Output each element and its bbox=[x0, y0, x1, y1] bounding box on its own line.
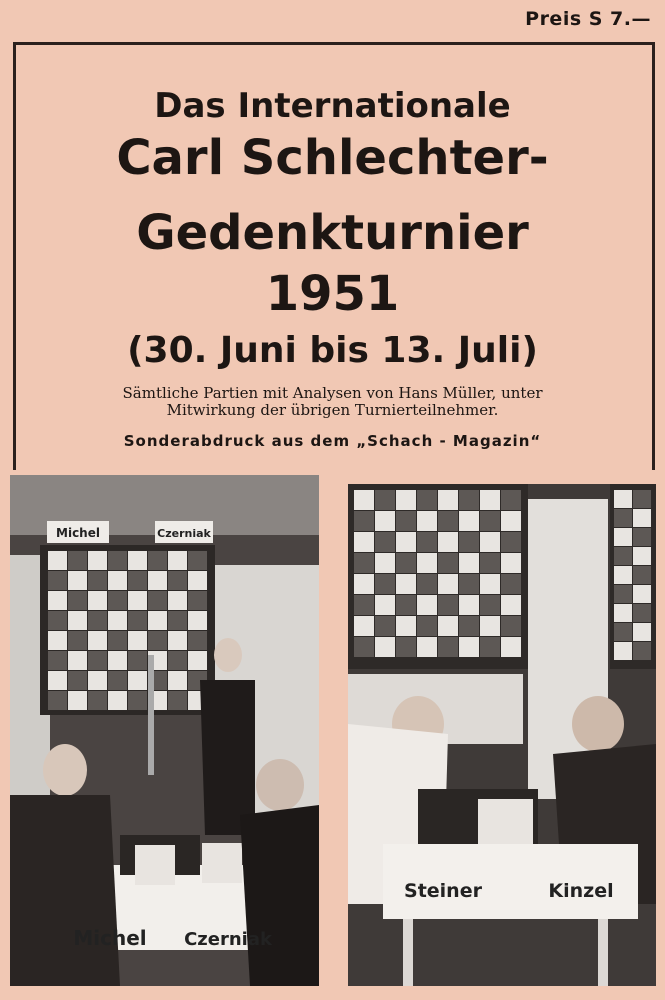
board-square bbox=[354, 490, 374, 510]
board-square bbox=[633, 585, 651, 603]
board-square bbox=[633, 623, 651, 641]
board-square bbox=[438, 616, 458, 636]
board-square bbox=[48, 551, 67, 570]
board-square bbox=[108, 551, 127, 570]
board-square bbox=[168, 611, 187, 630]
board-square bbox=[88, 551, 107, 570]
board-square bbox=[396, 595, 416, 615]
board-square bbox=[168, 591, 187, 610]
board-square bbox=[68, 591, 87, 610]
subtitle-line-1: Sämtliche Partien mit Analysen von Hans Müller, unter bbox=[122, 384, 543, 402]
board-square bbox=[188, 631, 207, 650]
board-square bbox=[48, 671, 67, 690]
board-square bbox=[68, 551, 87, 570]
board-square bbox=[128, 611, 147, 630]
board-square bbox=[68, 571, 87, 590]
board-square bbox=[88, 671, 107, 690]
board-square bbox=[354, 637, 374, 657]
board-square bbox=[614, 585, 632, 603]
board-square bbox=[375, 574, 395, 594]
board-square bbox=[396, 574, 416, 594]
table-label-steiner: Steiner bbox=[404, 880, 482, 902]
board-square bbox=[354, 574, 374, 594]
title-line-3: Gedenkturnier bbox=[136, 205, 529, 261]
board-square bbox=[438, 511, 458, 531]
title-line-1: Das Internationale bbox=[154, 86, 511, 126]
board-square bbox=[188, 571, 207, 590]
board-square bbox=[417, 616, 437, 636]
board-square bbox=[633, 566, 651, 584]
board-square bbox=[88, 591, 107, 610]
board-square bbox=[614, 547, 632, 565]
title-dates: (30. Juni bis 13. Juli) bbox=[127, 330, 538, 371]
board-square bbox=[108, 591, 127, 610]
board-square bbox=[68, 671, 87, 690]
photo-michel-czerniak bbox=[10, 475, 319, 986]
board-square bbox=[128, 671, 147, 690]
board-square bbox=[108, 631, 127, 650]
board-square bbox=[48, 691, 67, 710]
board-square bbox=[148, 551, 167, 570]
board-square bbox=[168, 551, 187, 570]
board-square bbox=[354, 595, 374, 615]
board-square bbox=[148, 631, 167, 650]
board-square bbox=[459, 595, 479, 615]
board-square bbox=[188, 591, 207, 610]
board-square bbox=[68, 631, 87, 650]
board-square bbox=[614, 604, 632, 622]
board-square bbox=[480, 511, 500, 531]
board-square bbox=[480, 490, 500, 510]
board-square bbox=[614, 490, 632, 508]
board-square bbox=[128, 551, 147, 570]
board-square bbox=[108, 611, 127, 630]
board-square bbox=[480, 574, 500, 594]
board-square bbox=[438, 490, 458, 510]
board-square bbox=[88, 691, 107, 710]
board-square bbox=[501, 637, 521, 657]
board-square bbox=[375, 490, 395, 510]
board-square bbox=[417, 511, 437, 531]
board-square bbox=[396, 553, 416, 573]
table-label-czerniak: Czerniak bbox=[184, 929, 272, 950]
board-square bbox=[417, 532, 437, 552]
board-square bbox=[396, 490, 416, 510]
board-square bbox=[438, 553, 458, 573]
board-square bbox=[633, 528, 651, 546]
special-print-note: Sonderabdruck aus dem „Schach - Magazin“ bbox=[123, 432, 542, 450]
board-square bbox=[88, 651, 107, 670]
board-square bbox=[459, 490, 479, 510]
board-square bbox=[375, 532, 395, 552]
table-label-kinzel: Kinzel bbox=[548, 880, 614, 902]
board-square bbox=[128, 651, 147, 670]
board-square bbox=[417, 637, 437, 657]
board-square bbox=[168, 631, 187, 650]
board-square bbox=[168, 671, 187, 690]
board-square bbox=[108, 691, 127, 710]
board-square bbox=[128, 631, 147, 650]
board-square bbox=[396, 532, 416, 552]
board-square bbox=[168, 651, 187, 670]
board-square bbox=[459, 574, 479, 594]
board-square bbox=[375, 595, 395, 615]
board-square bbox=[438, 574, 458, 594]
board-square bbox=[614, 623, 632, 641]
board-square bbox=[480, 595, 500, 615]
board-square bbox=[633, 642, 651, 660]
board-square bbox=[501, 490, 521, 510]
board-square bbox=[417, 553, 437, 573]
title-line-2: Carl Schlechter- bbox=[116, 130, 549, 186]
board-square bbox=[128, 691, 147, 710]
board-square bbox=[108, 671, 127, 690]
board-square bbox=[48, 591, 67, 610]
board-square bbox=[459, 511, 479, 531]
board-square bbox=[480, 637, 500, 657]
board-square bbox=[354, 511, 374, 531]
board-square bbox=[48, 611, 67, 630]
board-square bbox=[188, 651, 207, 670]
board-square bbox=[375, 616, 395, 636]
board-square bbox=[188, 611, 207, 630]
board-square bbox=[417, 595, 437, 615]
board-square bbox=[417, 574, 437, 594]
board-square bbox=[614, 642, 632, 660]
board-square bbox=[48, 651, 67, 670]
board-square bbox=[459, 637, 479, 657]
board-square bbox=[148, 611, 167, 630]
board-square bbox=[459, 616, 479, 636]
board-square bbox=[501, 511, 521, 531]
table-label-michel: Michel bbox=[73, 926, 147, 950]
board-square bbox=[48, 631, 67, 650]
board-square bbox=[459, 553, 479, 573]
board-square bbox=[501, 595, 521, 615]
board-square bbox=[188, 551, 207, 570]
board-square bbox=[88, 631, 107, 650]
board-square bbox=[633, 490, 651, 508]
board-square bbox=[68, 611, 87, 630]
board-square bbox=[354, 532, 374, 552]
board-square bbox=[68, 691, 87, 710]
board-square bbox=[148, 591, 167, 610]
board-square bbox=[633, 509, 651, 527]
board-square bbox=[354, 616, 374, 636]
board-square bbox=[614, 528, 632, 546]
board-square bbox=[614, 566, 632, 584]
board-square bbox=[375, 511, 395, 531]
board-square bbox=[633, 547, 651, 565]
demo-board-left bbox=[40, 545, 215, 715]
board-label-czerniak: Czerniak bbox=[157, 527, 211, 540]
board-square bbox=[633, 604, 651, 622]
board-square bbox=[614, 509, 632, 527]
board-square bbox=[48, 571, 67, 590]
board-square bbox=[88, 571, 107, 590]
title-year: 1951 bbox=[265, 266, 400, 322]
board-square bbox=[501, 574, 521, 594]
board-square bbox=[396, 511, 416, 531]
board-square bbox=[168, 571, 187, 590]
board-square bbox=[375, 637, 395, 657]
board-square bbox=[68, 651, 87, 670]
board-square bbox=[168, 691, 187, 710]
board-square bbox=[501, 553, 521, 573]
board-square bbox=[501, 616, 521, 636]
board-square bbox=[417, 490, 437, 510]
board-square bbox=[438, 532, 458, 552]
board-square bbox=[480, 532, 500, 552]
board-square bbox=[480, 616, 500, 636]
board-square bbox=[480, 553, 500, 573]
board-square bbox=[108, 571, 127, 590]
board-square bbox=[396, 616, 416, 636]
board-square bbox=[396, 637, 416, 657]
board-square bbox=[128, 591, 147, 610]
board-square bbox=[501, 532, 521, 552]
board-square bbox=[438, 595, 458, 615]
board-square bbox=[375, 553, 395, 573]
board-square bbox=[459, 532, 479, 552]
photo-steiner-kinzel bbox=[348, 484, 656, 986]
board-square bbox=[438, 637, 458, 657]
board-square bbox=[148, 571, 167, 590]
board-square bbox=[108, 651, 127, 670]
board-square bbox=[88, 611, 107, 630]
board-label-michel: Michel bbox=[56, 526, 100, 540]
price-label: Preis S 7.— bbox=[525, 8, 651, 30]
subtitle-line-2: Mitwirkung der übrigen Turnierteilnehmer. bbox=[166, 401, 499, 419]
board-square bbox=[128, 571, 147, 590]
board-square bbox=[354, 553, 374, 573]
